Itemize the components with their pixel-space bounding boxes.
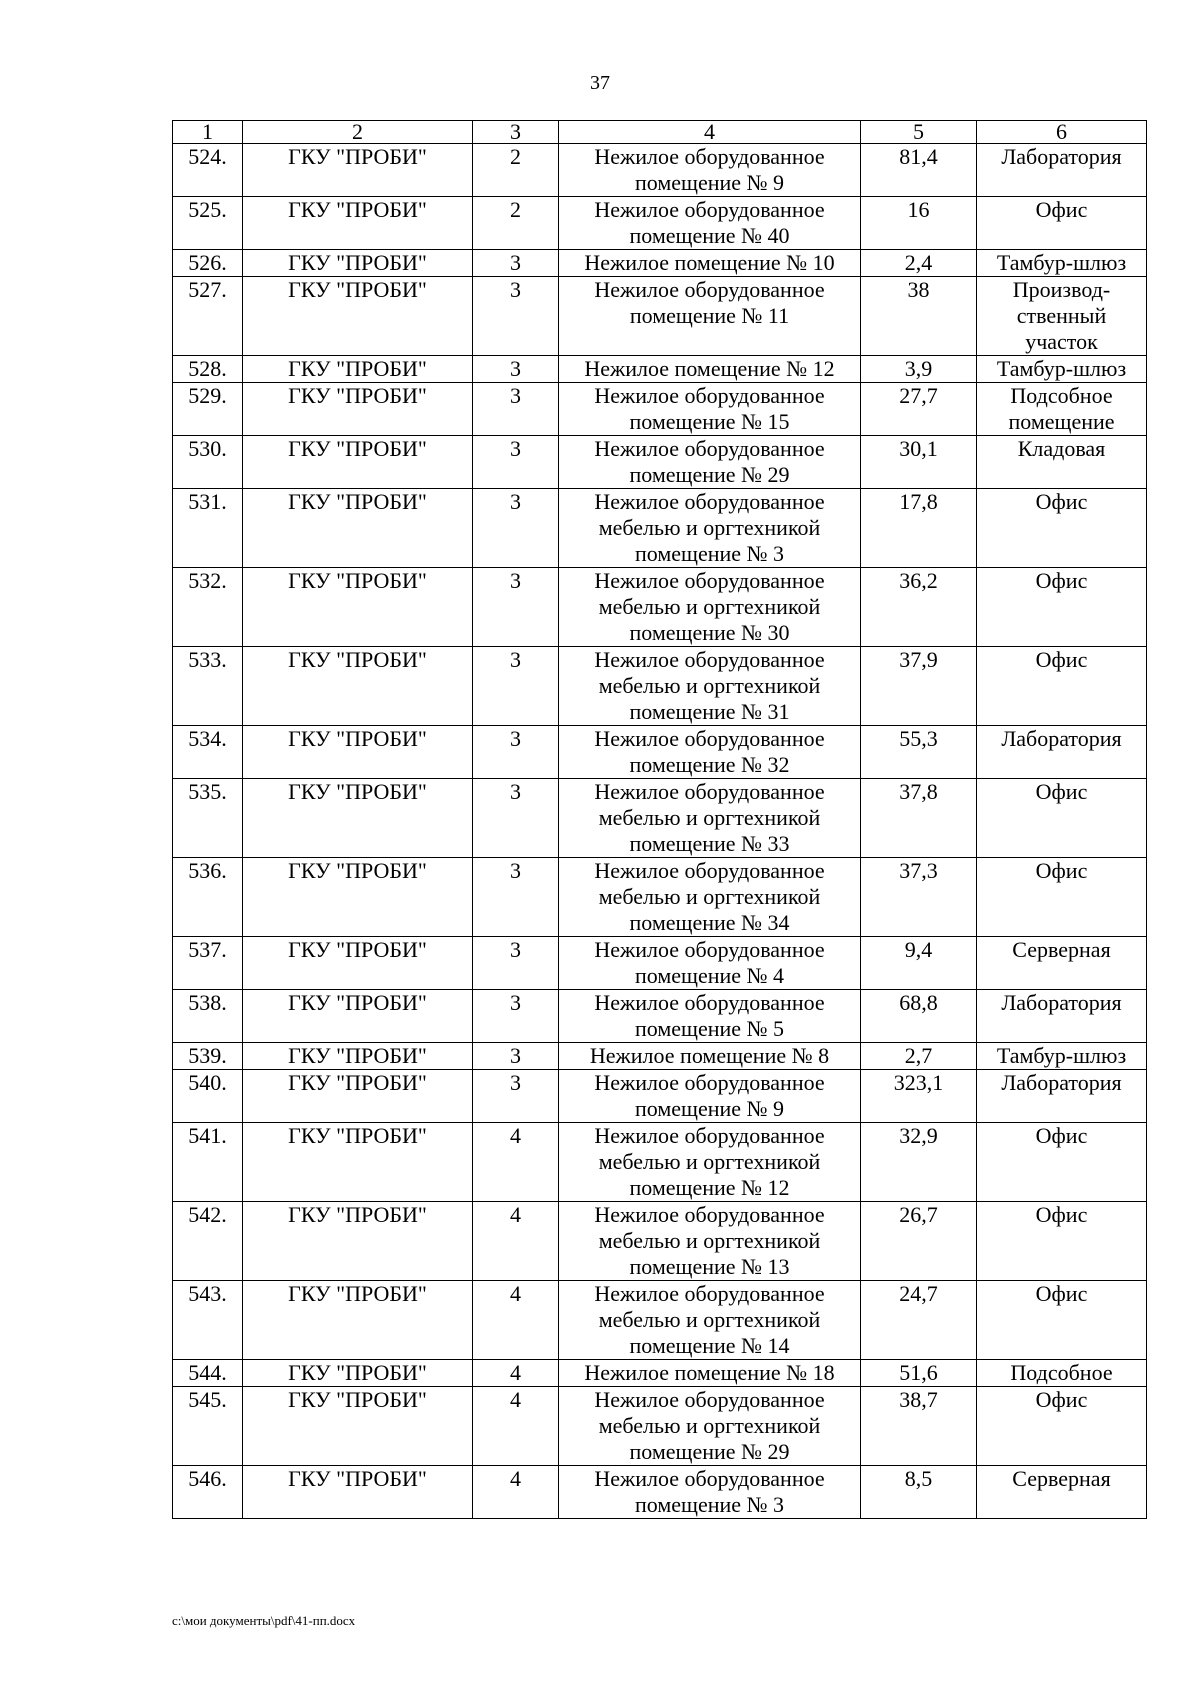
floor-cell: 3	[473, 1043, 559, 1070]
purpose-cell: Подсобное	[977, 1360, 1147, 1387]
row-number-cell: 531.	[173, 489, 243, 568]
area-cell: 9,4	[861, 937, 977, 990]
table-row	[173, 1387, 1147, 1466]
row-number-cell: 541.	[173, 1123, 243, 1202]
purpose-cell: Лаборатория	[977, 1070, 1147, 1123]
row-number-cell: 536.	[173, 858, 243, 937]
area-cell: 2,7	[861, 1043, 977, 1070]
table-row	[173, 1281, 1147, 1360]
purpose-cell: Производ-ственный участок	[977, 277, 1147, 356]
area-cell: 51,6	[861, 1360, 977, 1387]
row-number-cell: 526.	[173, 250, 243, 277]
organization-cell: ГКУ "ПРОБИ"	[243, 197, 473, 250]
table-body	[173, 144, 1147, 1519]
purpose-cell: Офис	[977, 489, 1147, 568]
table-row	[173, 990, 1147, 1043]
row-number-cell: 544.	[173, 1360, 243, 1387]
area-cell: 26,7	[861, 1202, 977, 1281]
organization-cell: ГКУ "ПРОБИ"	[243, 1387, 473, 1466]
area-cell: 36,2	[861, 568, 977, 647]
purpose-cell: Тамбур-шлюз	[977, 356, 1147, 383]
floor-cell: 4	[473, 1466, 559, 1519]
premises-description-cell: Нежилое оборудованное мебелью и оргтехникой помещение № 13	[559, 1202, 861, 1281]
purpose-cell: Офис	[977, 197, 1147, 250]
file-path-footer: c:\мои документы\pdf\41-пп.docx	[172, 1613, 356, 1628]
table-row	[173, 356, 1147, 383]
floor-cell: 3	[473, 277, 559, 356]
area-cell: 8,5	[861, 1466, 977, 1519]
floor-cell: 3	[473, 383, 559, 436]
floor-cell: 4	[473, 1123, 559, 1202]
premises-description-cell: Нежилое помещение № 18	[559, 1360, 861, 1387]
premises-description-cell: Нежилое оборудованное мебелью и оргтехникой помещение № 12	[559, 1123, 861, 1202]
floor-cell: 2	[473, 197, 559, 250]
row-number-cell: 533.	[173, 647, 243, 726]
floor-cell: 2	[473, 144, 559, 197]
row-number-cell: 524.	[173, 144, 243, 197]
floor-cell: 3	[473, 726, 559, 779]
organization-cell: ГКУ "ПРОБИ"	[243, 1360, 473, 1387]
area-cell: 30,1	[861, 436, 977, 489]
purpose-cell: Тамбур-шлюз	[977, 1043, 1147, 1070]
organization-cell: ГКУ "ПРОБИ"	[243, 1070, 473, 1123]
area-cell: 38,7	[861, 1387, 977, 1466]
purpose-cell: Серверная	[977, 1466, 1147, 1519]
floor-cell: 4	[473, 1387, 559, 1466]
table-row	[173, 436, 1147, 489]
table-row	[173, 489, 1147, 568]
floor-cell: 3	[473, 647, 559, 726]
area-cell: 81,4	[861, 144, 977, 197]
floor-cell: 4	[473, 1202, 559, 1281]
row-number-cell: 540.	[173, 1070, 243, 1123]
floor-cell: 3	[473, 250, 559, 277]
row-number-cell: 537.	[173, 937, 243, 990]
column-header: 3	[473, 121, 559, 144]
table-row	[173, 858, 1147, 937]
organization-cell: ГКУ "ПРОБИ"	[243, 436, 473, 489]
organization-cell: ГКУ "ПРОБИ"	[243, 383, 473, 436]
area-cell: 3,9	[861, 356, 977, 383]
row-number-cell: 546.	[173, 1466, 243, 1519]
premises-description-cell: Нежилое оборудованное помещение № 3	[559, 1466, 861, 1519]
table-row	[173, 1360, 1147, 1387]
purpose-cell: Тамбур-шлюз	[977, 250, 1147, 277]
floor-cell: 3	[473, 568, 559, 647]
purpose-cell: Серверная	[977, 937, 1147, 990]
row-number-cell: 535.	[173, 779, 243, 858]
floor-cell: 3	[473, 937, 559, 990]
table-row	[173, 1123, 1147, 1202]
premises-description-cell: Нежилое оборудованное мебелью и оргтехникой помещение № 33	[559, 779, 861, 858]
premises-description-cell: Нежилое оборудованное помещение № 15	[559, 383, 861, 436]
area-cell: 37,9	[861, 647, 977, 726]
column-header: 2	[243, 121, 473, 144]
premises-description-cell: Нежилое оборудованное мебелью и оргтехникой помещение № 14	[559, 1281, 861, 1360]
row-number-cell: 528.	[173, 356, 243, 383]
organization-cell: ГКУ "ПРОБИ"	[243, 779, 473, 858]
column-header: 1	[173, 121, 243, 144]
row-number-cell: 525.	[173, 197, 243, 250]
floor-cell: 3	[473, 356, 559, 383]
row-number-cell: 530.	[173, 436, 243, 489]
area-cell: 68,8	[861, 990, 977, 1043]
premises-description-cell: Нежилое оборудованное помещение № 5	[559, 990, 861, 1043]
column-header: 6	[977, 121, 1147, 144]
purpose-cell: Офис	[977, 1281, 1147, 1360]
organization-cell: ГКУ "ПРОБИ"	[243, 726, 473, 779]
table-row	[173, 937, 1147, 990]
purpose-cell: Подсобное помещение	[977, 383, 1147, 436]
organization-cell: ГКУ "ПРОБИ"	[243, 144, 473, 197]
table-row	[173, 726, 1147, 779]
organization-cell: ГКУ "ПРОБИ"	[243, 858, 473, 937]
purpose-cell: Офис	[977, 568, 1147, 647]
column-header: 5	[861, 121, 977, 144]
table-row	[173, 1043, 1147, 1070]
row-number-cell: 543.	[173, 1281, 243, 1360]
area-cell: 2,4	[861, 250, 977, 277]
organization-cell: ГКУ "ПРОБИ"	[243, 489, 473, 568]
table-row	[173, 568, 1147, 647]
premises-description-cell: Нежилое помещение № 10	[559, 250, 861, 277]
premises-description-cell: Нежилое помещение № 12	[559, 356, 861, 383]
organization-cell: ГКУ "ПРОБИ"	[243, 568, 473, 647]
area-cell: 17,8	[861, 489, 977, 568]
table-row	[173, 1466, 1147, 1519]
table-header-row	[173, 121, 1147, 144]
organization-cell: ГКУ "ПРОБИ"	[243, 1043, 473, 1070]
premises-description-cell: Нежилое оборудованное мебелью и оргтехникой помещение № 31	[559, 647, 861, 726]
table-row	[173, 277, 1147, 356]
table-row	[173, 779, 1147, 858]
organization-cell: ГКУ "ПРОБИ"	[243, 1123, 473, 1202]
premises-description-cell: Нежилое оборудованное помещение № 9	[559, 1070, 861, 1123]
organization-cell: ГКУ "ПРОБИ"	[243, 1202, 473, 1281]
organization-cell: ГКУ "ПРОБИ"	[243, 277, 473, 356]
table-row	[173, 1070, 1147, 1123]
row-number-cell: 538.	[173, 990, 243, 1043]
table-row	[173, 647, 1147, 726]
premises-description-cell: Нежилое оборудованное мебелью и оргтехникой помещение № 29	[559, 1387, 861, 1466]
organization-cell: ГКУ "ПРОБИ"	[243, 990, 473, 1043]
floor-cell: 4	[473, 1360, 559, 1387]
purpose-cell: Офис	[977, 779, 1147, 858]
property-table	[172, 120, 1147, 1519]
area-cell: 32,9	[861, 1123, 977, 1202]
organization-cell: ГКУ "ПРОБИ"	[243, 1466, 473, 1519]
premises-description-cell: Нежилое оборудованное мебелью и оргтехникой помещение № 30	[559, 568, 861, 647]
table-row	[173, 250, 1147, 277]
row-number-cell: 532.	[173, 568, 243, 647]
organization-cell: ГКУ "ПРОБИ"	[243, 356, 473, 383]
organization-cell: ГКУ "ПРОБИ"	[243, 250, 473, 277]
premises-description-cell: Нежилое оборудованное мебелью и оргтехникой помещение № 34	[559, 858, 861, 937]
area-cell: 16	[861, 197, 977, 250]
purpose-cell: Офис	[977, 1387, 1147, 1466]
premises-description-cell: Нежилое оборудованное помещение № 11	[559, 277, 861, 356]
area-cell: 24,7	[861, 1281, 977, 1360]
floor-cell: 4	[473, 1281, 559, 1360]
purpose-cell: Офис	[977, 647, 1147, 726]
area-cell: 27,7	[861, 383, 977, 436]
premises-description-cell: Нежилое оборудованное помещение № 4	[559, 937, 861, 990]
floor-cell: 3	[473, 489, 559, 568]
row-number-cell: 539.	[173, 1043, 243, 1070]
floor-cell: 3	[473, 858, 559, 937]
premises-description-cell: Нежилое оборудованное помещение № 29	[559, 436, 861, 489]
purpose-cell: Лаборатория	[977, 726, 1147, 779]
premises-description-cell: Нежилое оборудованное мебелью и оргтехникой помещение № 3	[559, 489, 861, 568]
area-cell: 38	[861, 277, 977, 356]
purpose-cell: Офис	[977, 858, 1147, 937]
organization-cell: ГКУ "ПРОБИ"	[243, 937, 473, 990]
row-number-cell: 529.	[173, 383, 243, 436]
purpose-cell: Лаборатория	[977, 144, 1147, 197]
row-number-cell: 527.	[173, 277, 243, 356]
floor-cell: 3	[473, 1070, 559, 1123]
table-row	[173, 1202, 1147, 1281]
purpose-cell: Кладовая	[977, 436, 1147, 489]
premises-description-cell: Нежилое оборудованное помещение № 9	[559, 144, 861, 197]
purpose-cell: Лаборатория	[977, 990, 1147, 1043]
floor-cell: 3	[473, 436, 559, 489]
premises-description-cell: Нежилое помещение № 8	[559, 1043, 861, 1070]
area-cell: 323,1	[861, 1070, 977, 1123]
table-row	[173, 197, 1147, 250]
organization-cell: ГКУ "ПРОБИ"	[243, 1281, 473, 1360]
row-number-cell: 534.	[173, 726, 243, 779]
floor-cell: 3	[473, 779, 559, 858]
premises-description-cell: Нежилое оборудованное помещение № 32	[559, 726, 861, 779]
column-header: 4	[559, 121, 861, 144]
table-row	[173, 383, 1147, 436]
table-row	[173, 144, 1147, 197]
area-cell: 37,8	[861, 779, 977, 858]
area-cell: 37,3	[861, 858, 977, 937]
page-number: 37	[590, 72, 610, 94]
row-number-cell: 542.	[173, 1202, 243, 1281]
row-number-cell: 545.	[173, 1387, 243, 1466]
floor-cell: 3	[473, 990, 559, 1043]
purpose-cell: Офис	[977, 1202, 1147, 1281]
organization-cell: ГКУ "ПРОБИ"	[243, 647, 473, 726]
premises-description-cell: Нежилое оборудованное помещение № 40	[559, 197, 861, 250]
area-cell: 55,3	[861, 726, 977, 779]
purpose-cell: Офис	[977, 1123, 1147, 1202]
